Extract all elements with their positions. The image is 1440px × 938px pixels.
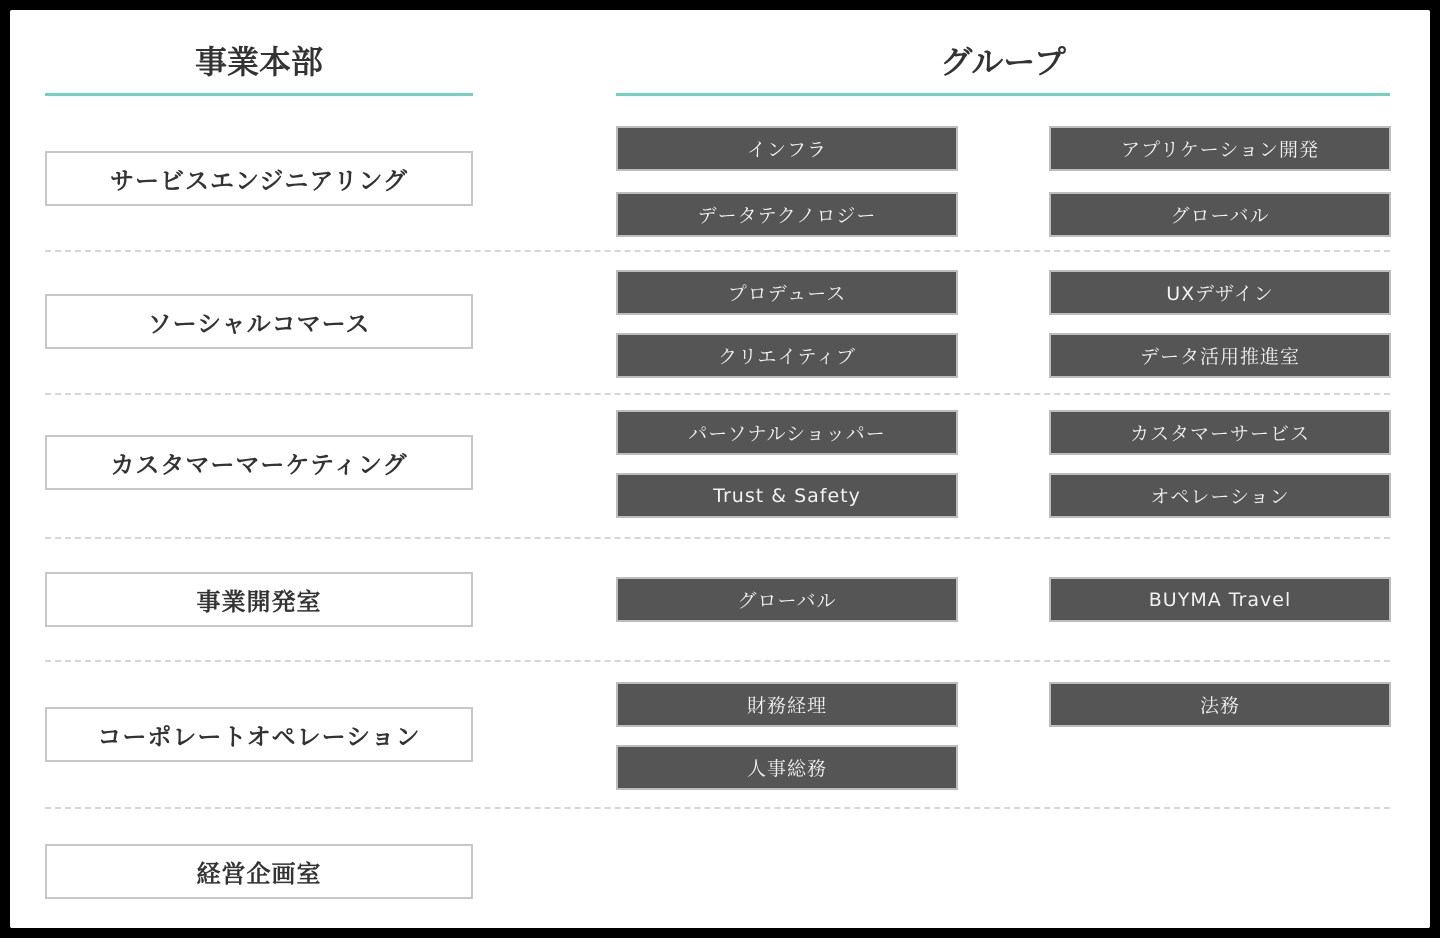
group-box: グローバル — [1049, 192, 1391, 237]
group-header-rule — [616, 93, 1390, 96]
group-box: グローバル — [616, 577, 958, 622]
division-business-development: 事業開発室 — [45, 572, 473, 627]
division-column-header: 事業本部 — [194, 43, 323, 81]
org-chart-canvas — [10, 10, 1430, 928]
group-column-header: グループ — [940, 43, 1066, 81]
row-separator — [45, 807, 1390, 809]
division-header-rule — [45, 93, 473, 96]
group-box: オペレーション — [1049, 473, 1391, 518]
group-box: UXデザイン — [1049, 270, 1391, 315]
row-separator — [45, 537, 1390, 539]
division-customer-marketing: カスタマーマーケティング — [45, 435, 473, 490]
group-box: アプリケーション開発 — [1049, 126, 1391, 171]
division-social-commerce: ソーシャルコマース — [45, 294, 473, 349]
group-box: インフラ — [616, 126, 958, 171]
row-separator — [45, 393, 1390, 395]
group-box: 人事総務 — [616, 745, 958, 790]
group-box: プロデュース — [616, 270, 958, 315]
group-box: カスタマーサービス — [1049, 410, 1391, 455]
group-box: Trust & Safety — [616, 473, 958, 518]
division-corporate-planning: 経営企画室 — [45, 844, 473, 899]
row-separator — [45, 660, 1390, 662]
group-box: データテクノロジー — [616, 192, 958, 237]
division-corporate-operations: コーポレートオペレーション — [45, 707, 473, 762]
group-box: データ活用推進室 — [1049, 333, 1391, 378]
group-box: BUYMA Travel — [1049, 577, 1391, 622]
row-separator — [45, 250, 1390, 252]
group-box: 法務 — [1049, 682, 1391, 727]
group-box: クリエイティブ — [616, 333, 958, 378]
group-box: パーソナルショッパー — [616, 410, 958, 455]
group-box: 財務経理 — [616, 682, 958, 727]
division-service-engineering: サービスエンジニアリング — [45, 151, 473, 206]
